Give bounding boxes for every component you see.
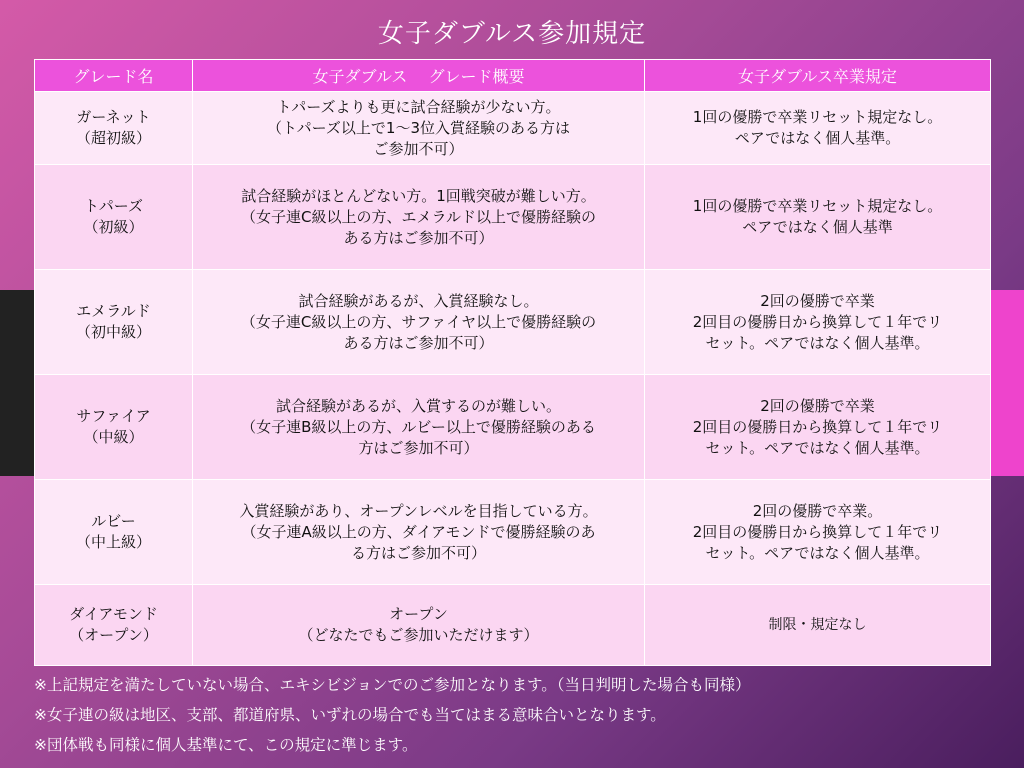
graduation-cell xyxy=(645,480,991,585)
grade-cell xyxy=(35,92,193,165)
footnote: ※団体戦も同様に個人基準にて、この規定に準じます。 xyxy=(34,736,418,754)
graduation-line: 2回目の優勝日から換算して１年でリ xyxy=(692,522,943,541)
graduation-line: 制限・規定なし xyxy=(768,616,867,633)
header-grade-overview: 女子ダブルス グレード概要 xyxy=(193,60,645,92)
overview-line: ご参加不可） xyxy=(373,139,464,158)
overview-line: 試合経験がほとんどない方。1回戦突破が難しい方。 xyxy=(241,186,596,205)
overview-cell xyxy=(193,375,645,480)
grade-rules-table xyxy=(34,59,991,666)
overview-cell xyxy=(193,585,645,666)
grade-name: トパーズ xyxy=(84,197,143,215)
header-grade-name: グレード名 xyxy=(35,60,193,92)
overview-line: （女子連B級以上の方、ルビー以上で優勝経験のある xyxy=(241,417,596,436)
graduation-line: 1回の優勝で卒業リセット規定なし。 xyxy=(692,108,943,126)
grade-cell xyxy=(35,585,193,666)
graduation-line: 2回の優勝で卒業 xyxy=(760,291,875,310)
grade-level: （中級） xyxy=(83,428,144,446)
graduation-line: 2回の優勝で卒業 xyxy=(760,396,875,415)
grade-cell xyxy=(35,375,193,480)
overview-line: （女子連C級以上の方、サファイヤ以上で優勝経験の xyxy=(240,312,597,331)
graduation-line: セット。ペアではなく個人基準。 xyxy=(705,333,930,352)
grade-name: ルビー xyxy=(91,512,136,530)
table-header-row xyxy=(35,60,991,92)
graduation-line: 2回目の優勝日から換算して１年でリ xyxy=(692,417,943,436)
overview-line: ある方はご参加不可） xyxy=(343,333,494,352)
grade-name: サファイア xyxy=(76,407,151,425)
grade-level: （中上級） xyxy=(75,533,151,551)
graduation-line: セット。ペアではなく個人基準。 xyxy=(705,438,930,457)
left-accent-bar xyxy=(0,290,36,476)
grade-level: （初級） xyxy=(83,218,144,236)
footnote: ※上記規定を満たしていない場合、エキシビジョンでのご参加となります。（当日判明した場合も同様） xyxy=(34,676,751,694)
overview-cell xyxy=(193,92,645,165)
grade-cell xyxy=(35,165,193,270)
table-row xyxy=(35,165,991,270)
overview-cell xyxy=(193,480,645,585)
graduation-cell xyxy=(645,270,991,375)
overview-line: ある方はご参加不可） xyxy=(343,228,494,247)
page-title: 女子ダブルス参加規定 xyxy=(377,19,647,49)
overview-line: （女子連A級以上の方、ダイアモンドで優勝経験のあ xyxy=(241,522,596,541)
table-row xyxy=(35,375,991,480)
grade-level: （超初級） xyxy=(75,129,151,147)
graduation-line: 2回の優勝で卒業。 xyxy=(752,501,883,520)
right-accent-bar xyxy=(990,290,1024,476)
graduation-line: ペアではなく個人基準 xyxy=(742,218,893,236)
grade-level: （初中級） xyxy=(75,323,151,341)
overview-line: る方はご参加不可） xyxy=(350,543,486,562)
grade-name: エメラルド xyxy=(76,302,151,320)
table-row xyxy=(35,270,991,375)
grade-cell xyxy=(35,480,193,585)
graduation-cell xyxy=(645,375,991,480)
graduation-line: 1回の優勝で卒業リセット規定なし。 xyxy=(692,197,943,215)
graduation-line: ペアではなく個人基準。 xyxy=(734,129,901,147)
overview-cell xyxy=(193,165,645,270)
overview-line: オープン xyxy=(389,605,448,623)
overview-line: 入賞経験があり、オープンレベルを目指している方。 xyxy=(239,501,598,520)
overview-line: 試合経験があるが、入賞経験なし。 xyxy=(298,291,539,310)
table-row xyxy=(35,92,991,165)
overview-line: 方はご参加不可） xyxy=(358,438,479,457)
footnote: ※女子連の級は地区、支部、都道府県、いずれの場合でも当てはまる意味合いとなります。 xyxy=(34,706,666,724)
graduation-cell xyxy=(645,92,991,165)
overview-line: （どなたでもご参加いただけます） xyxy=(298,626,539,644)
graduation-cell xyxy=(645,165,991,270)
table-row xyxy=(35,480,991,585)
overview-cell xyxy=(193,270,645,375)
grade-cell xyxy=(35,270,193,375)
graduation-cell xyxy=(645,585,991,666)
graduation-line: 2回目の優勝日から換算して１年でリ xyxy=(692,312,943,331)
table-row xyxy=(35,585,991,666)
header-graduation-rules: 女子ダブルス卒業規定 xyxy=(645,60,991,92)
overview-line: 試合経験があるが、入賞するのが難しい。 xyxy=(275,396,561,415)
grade-name: ガーネット xyxy=(76,108,151,126)
grade-name: ダイアモンド xyxy=(69,605,158,623)
graduation-line: セット。ペアではなく個人基準。 xyxy=(705,543,930,562)
footnotes xyxy=(34,670,994,760)
overview-line: （トパーズ以上で1～3位入賞経験のある方は xyxy=(266,118,571,137)
overview-line: トパーズよりも更に試合経験が少ない方。 xyxy=(276,97,561,116)
grade-level: （オープン） xyxy=(69,626,158,644)
overview-line: （女子連C級以上の方、エメラルド以上で優勝経験の xyxy=(240,207,597,226)
